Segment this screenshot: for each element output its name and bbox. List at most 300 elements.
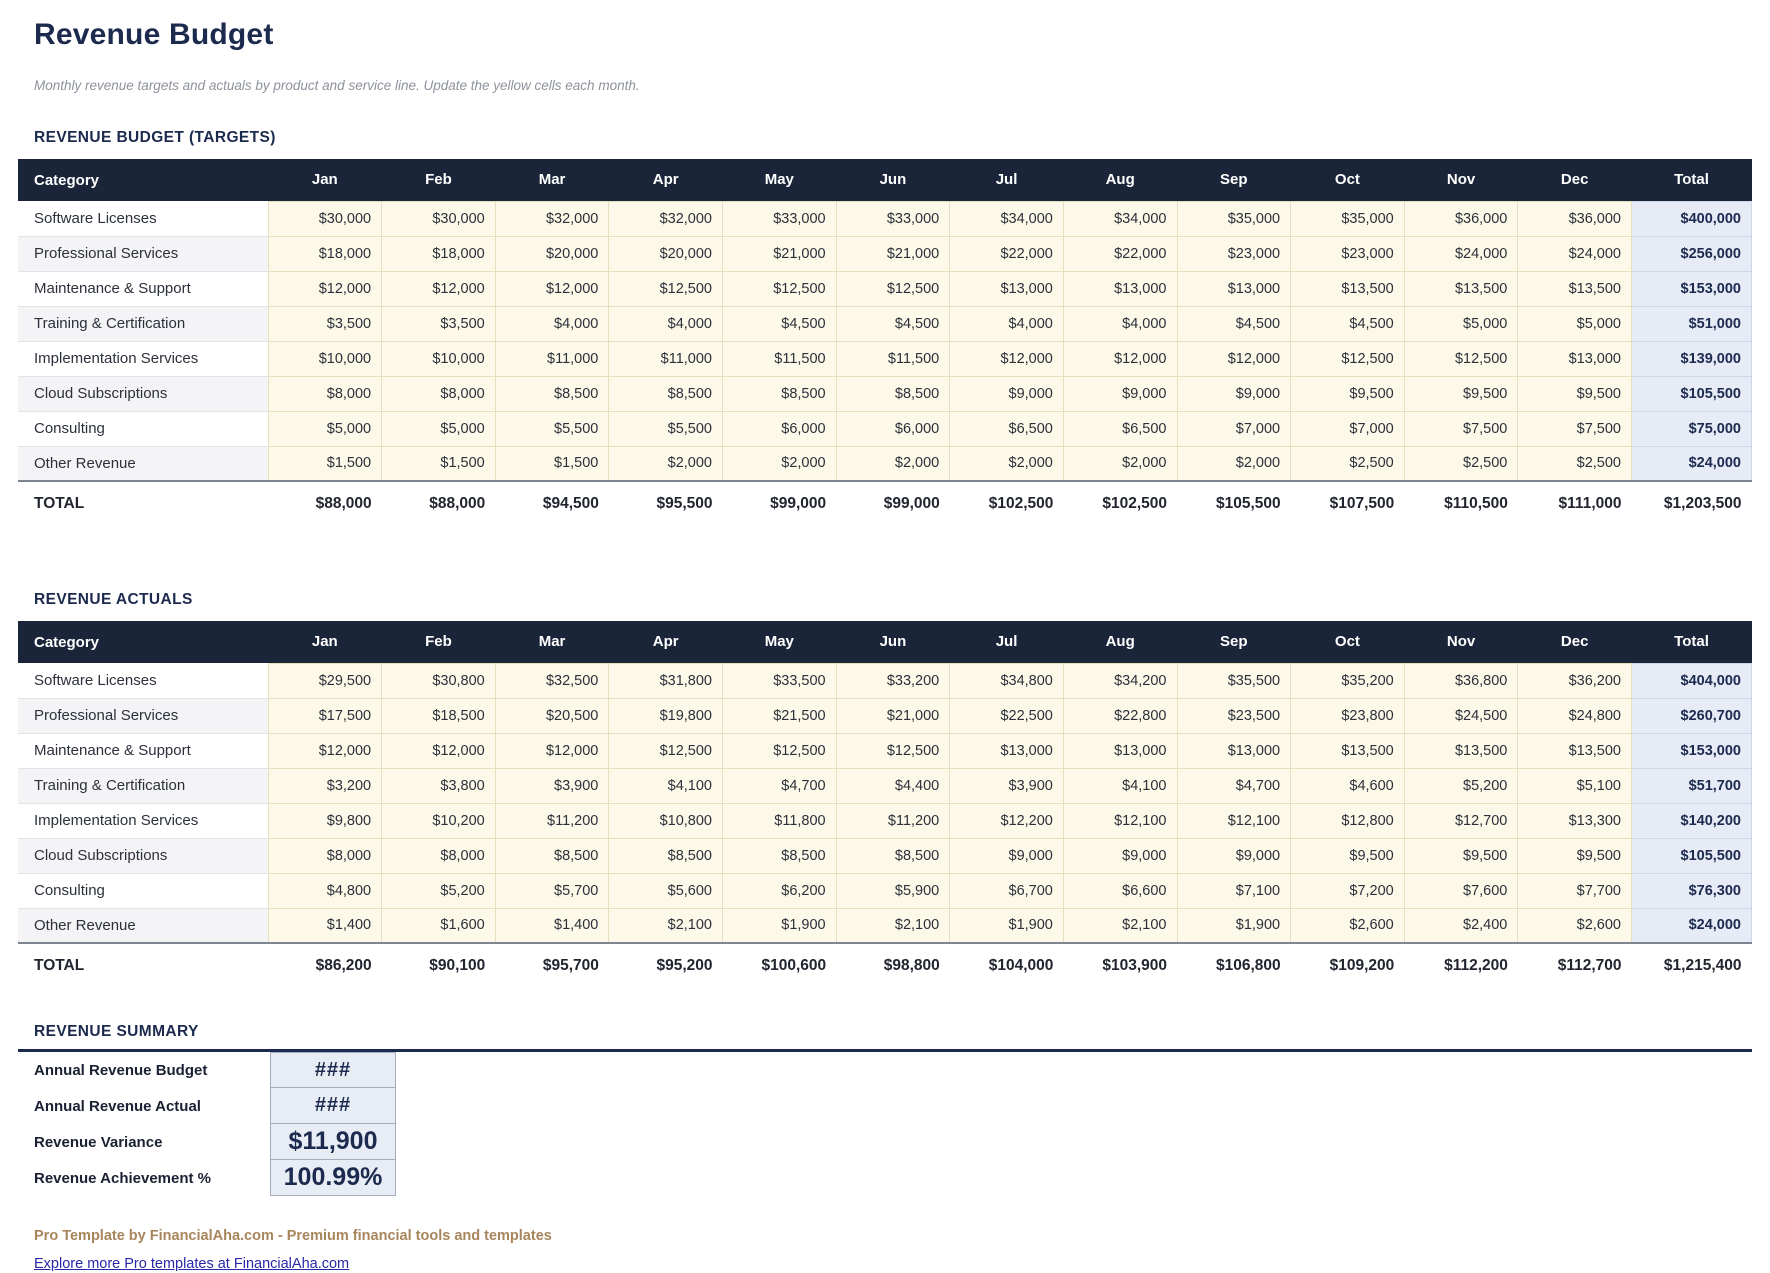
column-total-cell: $102,500: [1063, 481, 1177, 525]
value-cell: $9,800: [268, 803, 382, 838]
value-cell: $34,000: [1063, 201, 1177, 236]
total-row-label: TOTAL: [18, 481, 268, 525]
value-cell: $36,800: [1404, 663, 1518, 698]
value-cell: $36,000: [1518, 201, 1632, 236]
column-total-cell: $103,900: [1063, 943, 1177, 987]
value-cell: $19,800: [609, 698, 723, 733]
value-cell: $9,500: [1404, 838, 1518, 873]
value-cell: $2,000: [836, 446, 950, 481]
column-total-cell: $88,000: [268, 481, 382, 525]
month-column-header: Aug: [1063, 159, 1177, 201]
value-cell: $9,500: [1518, 838, 1632, 873]
row-total-cell: $51,700: [1632, 768, 1752, 803]
row-total-cell: $75,000: [1632, 411, 1752, 446]
month-column-header: Mar: [495, 159, 609, 201]
value-cell: $7,000: [1177, 411, 1291, 446]
column-total-cell: $90,100: [382, 943, 496, 987]
value-cell: $9,000: [950, 376, 1064, 411]
value-cell: $8,500: [836, 376, 950, 411]
column-total-cell: $104,000: [950, 943, 1064, 987]
actuals-section: [18, 591, 1752, 987]
value-cell: $30,800: [382, 663, 496, 698]
column-total-cell: $112,700: [1518, 943, 1632, 987]
row-total-cell: $400,000: [1632, 201, 1752, 236]
column-total-cell: $107,500: [1291, 481, 1405, 525]
page-title: Revenue Budget: [34, 18, 274, 51]
value-cell: $9,000: [1177, 838, 1291, 873]
value-cell: $6,000: [836, 411, 950, 446]
category-cell: Cloud Subscriptions: [18, 838, 268, 873]
summary-value-annual-actual: ###: [270, 1087, 396, 1124]
summary-label: Annual Revenue Actual: [34, 1097, 201, 1115]
table-row: [18, 236, 1752, 271]
summary-heading: REVENUE SUMMARY: [34, 1023, 199, 1040]
value-cell: $10,800: [609, 803, 723, 838]
category-column-header: Category: [18, 621, 268, 663]
value-cell: $7,100: [1177, 873, 1291, 908]
category-cell: Implementation Services: [18, 803, 268, 838]
value-cell: $8,500: [836, 838, 950, 873]
table-row: [18, 873, 1752, 908]
total-column-header: Total: [1632, 621, 1752, 663]
grand-total-cell: $1,203,500: [1632, 481, 1752, 525]
table-row: [18, 838, 1752, 873]
value-cell: $12,000: [382, 733, 496, 768]
table-row: [18, 411, 1752, 446]
column-total-cell: $99,000: [836, 481, 950, 525]
category-cell: Other Revenue: [18, 908, 268, 943]
month-column-header: Oct: [1291, 159, 1405, 201]
value-cell: $2,000: [1063, 446, 1177, 481]
targets-section: [18, 129, 1752, 525]
value-cell: $11,200: [495, 803, 609, 838]
value-cell: $12,500: [836, 733, 950, 768]
column-total-cell: $88,000: [382, 481, 496, 525]
month-column-header: Jan: [268, 621, 382, 663]
value-cell: $12,500: [609, 271, 723, 306]
value-cell: $9,000: [1177, 376, 1291, 411]
value-cell: $11,500: [836, 341, 950, 376]
summary-label: Revenue Achievement %: [34, 1169, 212, 1187]
targets-table: [18, 159, 1752, 525]
value-cell: $6,500: [950, 411, 1064, 446]
value-cell: $36,000: [1404, 201, 1518, 236]
value-cell: $3,500: [268, 306, 382, 341]
value-cell: $34,200: [1063, 663, 1177, 698]
value-cell: $2,100: [836, 908, 950, 943]
value-cell: $12,500: [1291, 341, 1405, 376]
actuals-heading: REVENUE ACTUALS: [34, 591, 193, 608]
value-cell: $9,000: [1063, 376, 1177, 411]
month-column-header: Dec: [1518, 621, 1632, 663]
value-cell: $6,200: [723, 873, 837, 908]
value-cell: $2,000: [723, 446, 837, 481]
value-cell: $35,000: [1291, 201, 1405, 236]
row-total-cell: $105,500: [1632, 838, 1752, 873]
value-cell: $11,000: [495, 341, 609, 376]
value-cell: $11,200: [836, 803, 950, 838]
value-cell: $12,000: [1177, 341, 1291, 376]
value-cell: $8,500: [495, 376, 609, 411]
value-cell: $12,700: [1404, 803, 1518, 838]
summary-label: Revenue Variance: [34, 1133, 163, 1151]
column-total-cell: $102,500: [950, 481, 1064, 525]
value-cell: $1,500: [495, 446, 609, 481]
value-cell: $8,500: [609, 376, 723, 411]
value-cell: $2,600: [1291, 908, 1405, 943]
value-cell: $33,200: [836, 663, 950, 698]
row-total-cell: $140,200: [1632, 803, 1752, 838]
value-cell: $1,900: [1177, 908, 1291, 943]
value-cell: $13,000: [950, 271, 1064, 306]
value-cell: $35,000: [1177, 201, 1291, 236]
value-cell: $12,800: [1291, 803, 1405, 838]
value-cell: $8,500: [723, 838, 837, 873]
value-cell: $1,400: [495, 908, 609, 943]
value-cell: $10,000: [268, 341, 382, 376]
value-cell: $12,000: [382, 271, 496, 306]
month-column-header: Apr: [609, 621, 723, 663]
value-cell: $35,200: [1291, 663, 1405, 698]
category-cell: Consulting: [18, 873, 268, 908]
value-cell: $20,000: [495, 236, 609, 271]
category-cell: Professional Services: [18, 236, 268, 271]
month-column-header: Feb: [382, 621, 496, 663]
table-row: [18, 446, 1752, 481]
table-row: [18, 663, 1752, 698]
value-cell: $1,500: [382, 446, 496, 481]
value-cell: $8,000: [268, 838, 382, 873]
column-total-cell: $95,500: [609, 481, 723, 525]
value-cell: $12,500: [723, 733, 837, 768]
value-cell: $7,500: [1518, 411, 1632, 446]
category-cell: Professional Services: [18, 698, 268, 733]
value-cell: $12,100: [1063, 803, 1177, 838]
value-cell: $30,000: [268, 201, 382, 236]
value-cell: $13,000: [1518, 341, 1632, 376]
value-cell: $8,000: [268, 376, 382, 411]
month-column-header: Dec: [1518, 159, 1632, 201]
value-cell: $13,500: [1518, 733, 1632, 768]
value-cell: $12,200: [950, 803, 1064, 838]
value-cell: $11,800: [723, 803, 837, 838]
value-cell: $9,500: [1291, 838, 1405, 873]
table-row: [18, 803, 1752, 838]
value-cell: $4,400: [836, 768, 950, 803]
row-total-cell: $153,000: [1632, 271, 1752, 306]
value-cell: $7,500: [1404, 411, 1518, 446]
value-cell: $1,500: [268, 446, 382, 481]
month-column-header: Sep: [1177, 621, 1291, 663]
value-cell: $13,000: [1063, 733, 1177, 768]
footer-credit: Pro Template by FinancialAha.com - Premium financial tools and templates: [34, 1228, 552, 1244]
value-cell: $4,700: [1177, 768, 1291, 803]
value-cell: $4,100: [1063, 768, 1177, 803]
value-cell: $22,800: [1063, 698, 1177, 733]
value-cell: $4,700: [723, 768, 837, 803]
row-total-cell: $105,500: [1632, 376, 1752, 411]
value-cell: $13,000: [1177, 271, 1291, 306]
value-cell: $33,000: [723, 201, 837, 236]
row-total-cell: $24,000: [1632, 908, 1752, 943]
table-row: [18, 698, 1752, 733]
value-cell: $1,900: [950, 908, 1064, 943]
value-cell: $13,000: [1063, 271, 1177, 306]
header-row: [18, 621, 1752, 663]
value-cell: $24,800: [1518, 698, 1632, 733]
value-cell: $3,200: [268, 768, 382, 803]
summary-section: [18, 1023, 1752, 1196]
month-column-header: Apr: [609, 159, 723, 201]
value-cell: $7,700: [1518, 873, 1632, 908]
value-cell: $32,500: [495, 663, 609, 698]
value-cell: $24,500: [1404, 698, 1518, 733]
category-cell: Cloud Subscriptions: [18, 376, 268, 411]
summary-row: [34, 1160, 1752, 1196]
month-column-header: May: [723, 621, 837, 663]
value-cell: $24,000: [1404, 236, 1518, 271]
value-cell: $18,000: [268, 236, 382, 271]
table-row: [18, 908, 1752, 943]
category-column-header: Category: [18, 159, 268, 201]
table-row: [18, 376, 1752, 411]
value-cell: $36,200: [1518, 663, 1632, 698]
value-cell: $9,500: [1518, 376, 1632, 411]
month-column-header: Jul: [950, 159, 1064, 201]
column-total-cell: $95,700: [495, 943, 609, 987]
value-cell: $12,000: [1063, 341, 1177, 376]
month-column-header: Mar: [495, 621, 609, 663]
category-cell: Maintenance & Support: [18, 733, 268, 768]
actuals-table: [18, 621, 1752, 987]
value-cell: $7,000: [1291, 411, 1405, 446]
value-cell: $3,500: [382, 306, 496, 341]
page-subtitle: Monthly revenue targets and actuals by product and service line. Update the yellow cells each month.: [34, 78, 640, 93]
value-cell: $5,500: [495, 411, 609, 446]
value-cell: $23,000: [1291, 236, 1405, 271]
category-cell: Software Licenses: [18, 663, 268, 698]
summary-value-achievement: 100.99%: [270, 1159, 396, 1196]
value-cell: $5,900: [836, 873, 950, 908]
value-cell: $33,000: [836, 201, 950, 236]
value-cell: $18,000: [382, 236, 496, 271]
summary-value-variance: $11,900: [270, 1123, 396, 1160]
table-row: [18, 271, 1752, 306]
value-cell: $9,500: [1404, 376, 1518, 411]
value-cell: $8,500: [723, 376, 837, 411]
table-row: [18, 341, 1752, 376]
value-cell: $4,000: [495, 306, 609, 341]
value-cell: $34,800: [950, 663, 1064, 698]
column-total-cell: $105,500: [1177, 481, 1291, 525]
value-cell: $1,400: [268, 908, 382, 943]
value-cell: $2,000: [609, 446, 723, 481]
category-cell: Training & Certification: [18, 768, 268, 803]
value-cell: $2,000: [950, 446, 1064, 481]
value-cell: $5,100: [1518, 768, 1632, 803]
value-cell: $3,800: [382, 768, 496, 803]
value-cell: $5,700: [495, 873, 609, 908]
summary-label: Annual Revenue Budget: [34, 1061, 208, 1079]
footer-templates-link[interactable]: Explore more Pro templates at FinancialAha.com: [34, 1256, 350, 1272]
value-cell: $29,500: [268, 663, 382, 698]
table-row: [18, 306, 1752, 341]
value-cell: $3,900: [950, 768, 1064, 803]
month-column-header: Sep: [1177, 159, 1291, 201]
row-total-cell: $24,000: [1632, 446, 1752, 481]
value-cell: $13,300: [1518, 803, 1632, 838]
total-row-label: TOTAL: [18, 943, 268, 987]
row-total-cell: $76,300: [1632, 873, 1752, 908]
row-total-cell: $404,000: [1632, 663, 1752, 698]
value-cell: $4,000: [1063, 306, 1177, 341]
value-cell: $21,500: [723, 698, 837, 733]
value-cell: $32,000: [609, 201, 723, 236]
total-row: [18, 481, 1752, 525]
value-cell: $21,000: [836, 698, 950, 733]
value-cell: $5,200: [382, 873, 496, 908]
value-cell: $4,500: [1291, 306, 1405, 341]
month-column-header: Jun: [836, 159, 950, 201]
value-cell: $2,000: [1177, 446, 1291, 481]
value-cell: $24,000: [1518, 236, 1632, 271]
summary-grid: [34, 1052, 1752, 1196]
column-total-cell: $99,000: [723, 481, 837, 525]
value-cell: $7,600: [1404, 873, 1518, 908]
value-cell: $5,000: [1404, 306, 1518, 341]
value-cell: $4,100: [609, 768, 723, 803]
value-cell: $21,000: [836, 236, 950, 271]
value-cell: $5,000: [1518, 306, 1632, 341]
value-cell: $12,000: [495, 271, 609, 306]
value-cell: $12,000: [268, 733, 382, 768]
value-cell: $4,000: [950, 306, 1064, 341]
value-cell: $17,500: [268, 698, 382, 733]
value-cell: $20,500: [495, 698, 609, 733]
value-cell: $2,400: [1404, 908, 1518, 943]
value-cell: $13,500: [1291, 271, 1405, 306]
value-cell: $5,000: [382, 411, 496, 446]
column-total-cell: $95,200: [609, 943, 723, 987]
month-column-header: Nov: [1404, 159, 1518, 201]
value-cell: $4,600: [1291, 768, 1405, 803]
value-cell: $2,500: [1291, 446, 1405, 481]
value-cell: $12,500: [609, 733, 723, 768]
value-cell: $8,000: [382, 376, 496, 411]
value-cell: $1,900: [723, 908, 837, 943]
month-column-header: Oct: [1291, 621, 1405, 663]
value-cell: $8,500: [495, 838, 609, 873]
value-cell: $5,500: [609, 411, 723, 446]
value-cell: $13,000: [950, 733, 1064, 768]
value-cell: $12,500: [836, 271, 950, 306]
category-cell: Implementation Services: [18, 341, 268, 376]
value-cell: $18,500: [382, 698, 496, 733]
value-cell: $9,000: [950, 838, 1064, 873]
month-column-header: Jun: [836, 621, 950, 663]
value-cell: $4,500: [1177, 306, 1291, 341]
column-total-cell: $86,200: [268, 943, 382, 987]
table-row: [18, 201, 1752, 236]
row-total-cell: $153,000: [1632, 733, 1752, 768]
value-cell: $12,000: [268, 271, 382, 306]
value-cell: $12,000: [950, 341, 1064, 376]
month-column-header: Aug: [1063, 621, 1177, 663]
value-cell: $35,500: [1177, 663, 1291, 698]
grand-total-cell: $1,215,400: [1632, 943, 1752, 987]
category-cell: Maintenance & Support: [18, 271, 268, 306]
value-cell: $3,900: [495, 768, 609, 803]
value-cell: $20,000: [609, 236, 723, 271]
value-cell: $23,500: [1177, 698, 1291, 733]
month-column-header: Jul: [950, 621, 1064, 663]
value-cell: $8,000: [382, 838, 496, 873]
header-row: [18, 159, 1752, 201]
value-cell: $9,000: [1063, 838, 1177, 873]
value-cell: $5,000: [268, 411, 382, 446]
value-cell: $23,800: [1291, 698, 1405, 733]
targets-heading: REVENUE BUDGET (TARGETS): [34, 129, 276, 146]
column-total-cell: $98,800: [836, 943, 950, 987]
value-cell: $10,000: [382, 341, 496, 376]
column-total-cell: $106,800: [1177, 943, 1291, 987]
category-cell: Training & Certification: [18, 306, 268, 341]
total-column-header: Total: [1632, 159, 1752, 201]
value-cell: $2,100: [1063, 908, 1177, 943]
summary-value-annual-budget: ###: [270, 1052, 396, 1088]
value-cell: $12,000: [495, 733, 609, 768]
value-cell: $12,100: [1177, 803, 1291, 838]
summary-row: [34, 1124, 1752, 1160]
value-cell: $2,600: [1518, 908, 1632, 943]
value-cell: $22,000: [950, 236, 1064, 271]
column-total-cell: $100,600: [723, 943, 837, 987]
value-cell: $4,500: [836, 306, 950, 341]
value-cell: $11,000: [609, 341, 723, 376]
value-cell: $6,000: [723, 411, 837, 446]
value-cell: $13,500: [1291, 733, 1405, 768]
value-cell: $13,000: [1177, 733, 1291, 768]
column-total-cell: $109,200: [1291, 943, 1405, 987]
category-cell: Software Licenses: [18, 201, 268, 236]
value-cell: $12,500: [1404, 341, 1518, 376]
value-cell: $6,600: [1063, 873, 1177, 908]
column-total-cell: $112,200: [1404, 943, 1518, 987]
value-cell: $10,200: [382, 803, 496, 838]
value-cell: $4,800: [268, 873, 382, 908]
column-total-cell: $94,500: [495, 481, 609, 525]
value-cell: $7,200: [1291, 873, 1405, 908]
row-total-cell: $51,000: [1632, 306, 1752, 341]
value-cell: $5,600: [609, 873, 723, 908]
value-cell: $11,500: [723, 341, 837, 376]
value-cell: $6,700: [950, 873, 1064, 908]
value-cell: $2,500: [1518, 446, 1632, 481]
value-cell: $13,500: [1404, 733, 1518, 768]
value-cell: $13,500: [1404, 271, 1518, 306]
category-cell: Consulting: [18, 411, 268, 446]
value-cell: $21,000: [723, 236, 837, 271]
value-cell: $8,500: [609, 838, 723, 873]
value-cell: $2,100: [609, 908, 723, 943]
month-column-header: Nov: [1404, 621, 1518, 663]
table-row: [18, 768, 1752, 803]
value-cell: $9,500: [1291, 376, 1405, 411]
category-cell: Other Revenue: [18, 446, 268, 481]
value-cell: $34,000: [950, 201, 1064, 236]
value-cell: $32,000: [495, 201, 609, 236]
value-cell: $30,000: [382, 201, 496, 236]
